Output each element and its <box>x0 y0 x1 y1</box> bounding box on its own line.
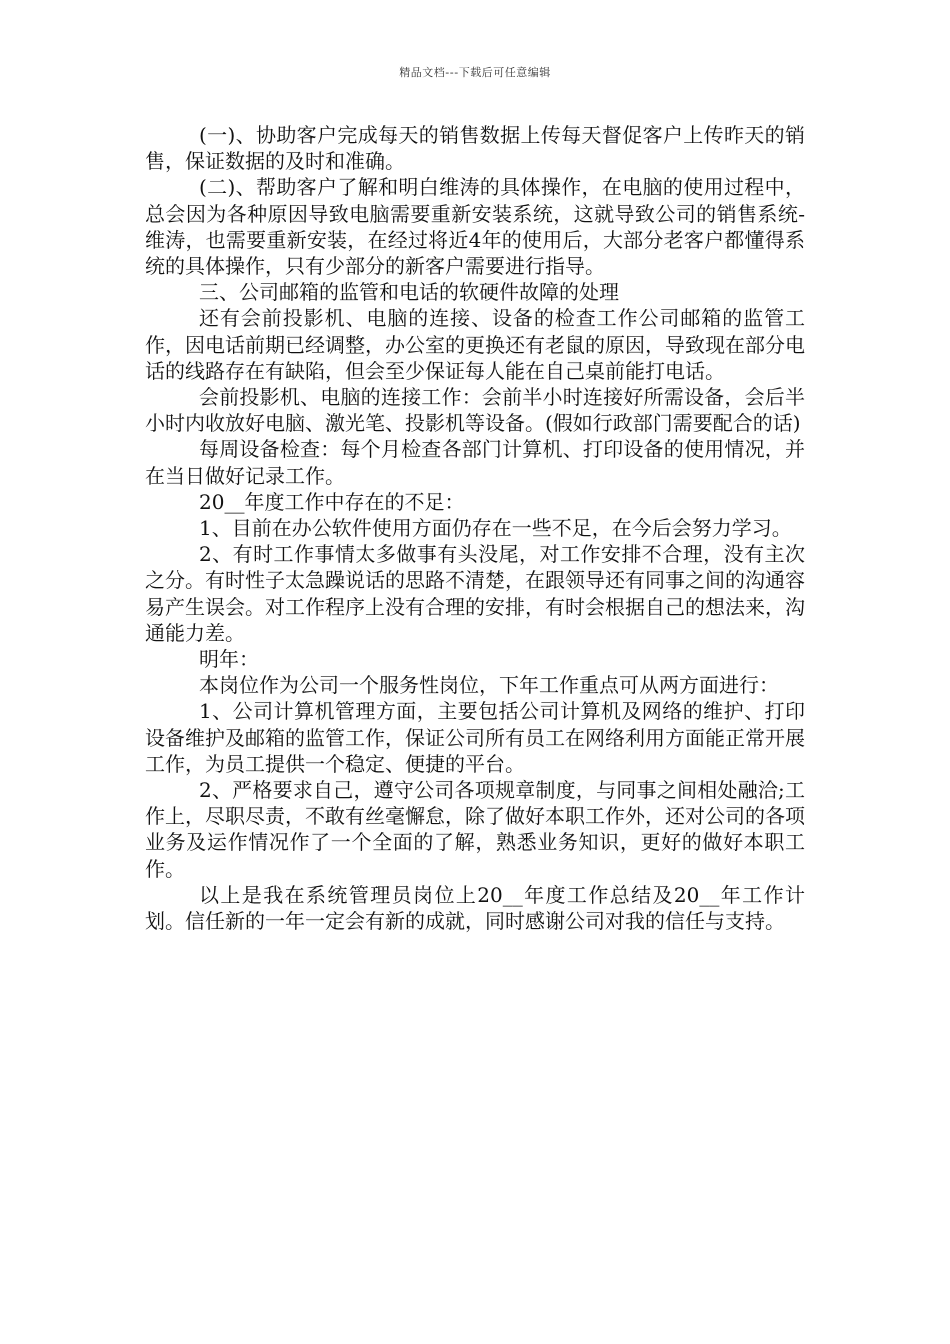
paragraph-4: 还有会前投影机、电脑的连接、设备的检查工作公司邮箱的监管工作，因电话前期已经调整，办公室的更换还有老鼠的原因，导致现在部分电话的线路存在有缺陷，但会至少保证每人能在自己桌前能打电话。 <box>145 306 805 383</box>
page-header: 精品文档---下载后可任意编辑 <box>399 66 551 79</box>
paragraph-6: 每周设备检查：每个月检查各部门计算机、打印设备的使用情况，并在当日做好记录工作。 <box>145 437 805 488</box>
next-year-heading: 明年： <box>199 647 259 672</box>
paragraph-1: (一)、协助客户完成每天的销售数据上传每天督促客户上传昨天的销售，保证数据的及时和准确。 <box>145 123 805 174</box>
paragraph-5: 会前投影机、电脑的连接工作：会前半小时连接好所需设备，会后半小时内收放好电脑、激光笔、投影机等设备。(假如行政部门需要配合的话) <box>145 385 805 436</box>
paragraph-12: 1、公司计算机管理方面，主要包括公司计算机及网络的维护、打印设备维护及邮箱的监管工作，保证公司所有员工在网络利用方面能正常开展工作，为员工提供一个稳定、便捷的平台。 <box>145 699 805 776</box>
paragraph-2: (二)、帮助客户了解和明白维涛的具体操作，在电脑的使用过程中，总会因为各种原因导致电脑需要重新安装系统，这就导致公司的销售系统-维涛，也需要重新安装，在经过将近4年的使用后，大部分老客户都懂得系统的具体操作，只有少部分的新客户需要进行指导。 <box>145 175 805 279</box>
paragraph-8: 1、目前在办公软件使用方面仍存在一些不足，在今后会努力学习。 <box>199 516 792 541</box>
paragraph-13: 2、严格要求自己，遵守公司各项规章制度，与同事之间相处融洽;工作上，尽职尽责，不敢有丝毫懈怠，除了做好本职工作外，还对公司的各项业务及运作情况作了一个全面的了解，熟悉业务知识，更好的做好本职工作。 <box>145 778 805 881</box>
document-body <box>145 122 805 934</box>
paragraph-11: 本岗位作为公司一个服务性岗位，下年工作重点可从两方面进行： <box>199 673 779 698</box>
closing-paragraph: 以上是我在系统管理员岗位上20__年度工作总结及20__年工作计划。信任新的一年一定会有新的成就，同时感谢公司对我的信任与支持。 <box>145 882 805 934</box>
shortcomings-heading: 20__年度工作中存在的不足： <box>199 489 465 514</box>
section-heading-3: 三、公司邮箱的监管和电话的软硬件故障的处理 <box>199 280 619 305</box>
paragraph-9: 2、有时工作事情太多做事有头没尾，对工作安排不合理，没有主次之分。有时性子太急躁说话的思路不清楚，在跟领导还有同事之间的沟通容易产生误会。对工作程序上没有合理的安排，有时会根据自己的想法来，沟通能力差。 <box>145 542 805 645</box>
